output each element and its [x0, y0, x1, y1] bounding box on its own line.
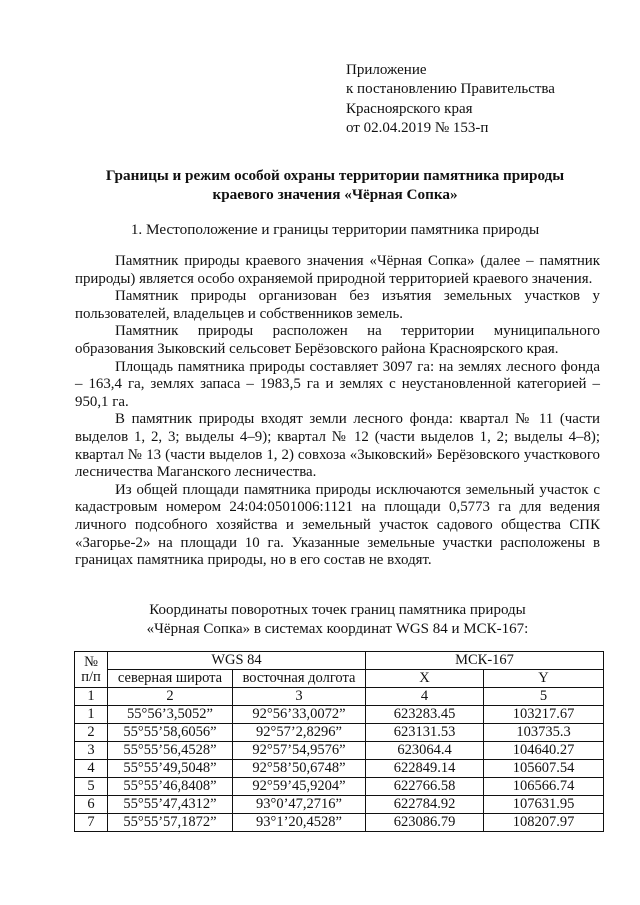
cell-latitude: 55°55’56,4528”	[108, 742, 233, 760]
table-row	[75, 778, 604, 796]
paragraph: Из общей площади памятника природы исключаются земельный участок с кадастровым номером 24:04:0501006:1121 на площади 0,5773 га для ведения личного подсобного хозяйства и земельный участок садового общества СПК «Загорье-2» на площади 10 га. Указанные земельные участки расположены в границах памятника природы, но в его состав не входят.	[75, 481, 600, 569]
cell-y: 103735.3	[484, 724, 604, 742]
cell-latitude: 55°55’57,1872”	[108, 814, 233, 832]
coordinates-table	[74, 651, 604, 832]
header-cell-longitude: восточная долгота	[233, 670, 366, 688]
cell-longitude: 92°59’45,9204”	[233, 778, 366, 796]
cell-latitude: 55°55’46,8408”	[108, 778, 233, 796]
table-row	[75, 760, 604, 778]
cell-longitude: 93°1’20,4528”	[233, 814, 366, 832]
cell-y: 103217.67	[484, 706, 604, 724]
cell-y: 104640.27	[484, 742, 604, 760]
table-row	[75, 706, 604, 724]
appendix-line: Приложение	[346, 62, 427, 78]
appendix-line: от 02.04.2019 № 153-п	[346, 120, 489, 137]
cell-index: 3	[75, 742, 108, 760]
column-number-cell: 3	[233, 688, 366, 706]
header-cell-x: X	[366, 670, 484, 688]
cell-longitude: 92°57’2,8296”	[233, 724, 366, 742]
cell-x: 623283.45	[366, 706, 484, 724]
header-cell-latitude: северная широта	[108, 670, 233, 688]
header-cell-y: Y	[484, 670, 604, 688]
cell-index: 1	[75, 706, 108, 724]
column-number-cell: 1	[75, 688, 108, 706]
section-body	[75, 253, 600, 570]
cell-x: 622784.92	[366, 796, 484, 814]
cell-latitude: 55°55’49,5048”	[108, 760, 233, 778]
cell-x: 623064.4	[366, 742, 484, 760]
table-header-row	[75, 652, 604, 670]
paragraph: Памятник природы организован без изъятия земельных участков у пользователей, владельцев и собственников земель.	[75, 288, 600, 322]
cell-index: 7	[75, 814, 108, 832]
paragraph: Памятник природы краевого значения «Чёрная Сопка» (далее – памятник природы) является особо охраняемой природной территорией краевого значения.	[75, 253, 600, 287]
table-title	[75, 601, 600, 639]
cell-latitude: 55°55’47,4312”	[108, 796, 233, 814]
cell-y: 106566.74	[484, 778, 604, 796]
appendix-block	[346, 61, 555, 139]
column-number-cell: 4	[366, 688, 484, 706]
cell-y: 107631.95	[484, 796, 604, 814]
cell-y: 105607.54	[484, 760, 604, 778]
header-cell-wgs84: WGS 84	[108, 652, 366, 670]
table-title-line: Координаты поворотных точек границ памятника природы	[149, 602, 526, 618]
header-cell-number	[75, 652, 108, 688]
cell-longitude: 92°57’54,9576”	[233, 742, 366, 760]
cell-latitude: 55°56’3,5052”	[108, 706, 233, 724]
table-column-number-row	[75, 688, 604, 706]
cell-index: 6	[75, 796, 108, 814]
header-num-line: №	[84, 653, 98, 670]
table-row	[75, 796, 604, 814]
cell-longitude: 92°56’33,0072”	[233, 706, 366, 724]
appendix-line: к постановлению Правительства	[346, 81, 555, 98]
title-line: краевого значения «Чёрная Сопка»	[212, 186, 458, 203]
table-row	[75, 742, 604, 760]
cell-index: 2	[75, 724, 108, 742]
cell-index: 5	[75, 778, 108, 796]
paragraph: Памятник природы расположен на территории муниципального образования Зыковский сельсовет Берёзовского района Красноярского края.	[75, 323, 600, 357]
table-title-line: «Чёрная Сопка» в системах координат WGS 84 и МСК-167:	[146, 621, 529, 637]
cell-index: 4	[75, 760, 108, 778]
section-heading: 1. Местоположение и границы территории памятника природы	[130, 221, 540, 238]
column-number-cell: 2	[108, 688, 233, 706]
paragraph: Площадь памятника природы составляет 3097 га: на землях лесного фонда – 163,4 га, землях запаса – 1983,5 га и землях с неустановленной категорией – 950,1 га.	[75, 358, 600, 410]
column-number-cell: 5	[484, 688, 604, 706]
paragraph: В памятник природы входят земли лесного фонда: квартал № 11 (части выделов 1, 2, 3; выделы 4–9); квартал № 12 (части выделов 1, 2; выделы 4–8); квартал № 13 (части выделов 1, 2) совхоза «Зыковский» Берёзовского участкового лесничества Маганского лесничества.	[75, 411, 600, 481]
table-row	[75, 724, 604, 742]
table-subheader-row	[75, 670, 604, 688]
cell-x: 622766.58	[366, 778, 484, 796]
header-cell-msk167: МСК-167	[366, 652, 604, 670]
document-title	[70, 166, 600, 204]
cell-longitude: 93°0’47,2716”	[233, 796, 366, 814]
cell-longitude: 92°58’50,6748”	[233, 760, 366, 778]
appendix-line: Красноярского края	[346, 100, 473, 117]
table-row	[75, 814, 604, 832]
title-line: Границы и режим особой охраны территории памятника природы	[105, 167, 565, 184]
cell-x: 623086.79	[366, 814, 484, 832]
header-num-line: п/п	[81, 668, 101, 685]
cell-x: 623131.53	[366, 724, 484, 742]
cell-y: 108207.97	[484, 814, 604, 832]
cell-x: 622849.14	[366, 760, 484, 778]
cell-latitude: 55°55’58,6056”	[108, 724, 233, 742]
